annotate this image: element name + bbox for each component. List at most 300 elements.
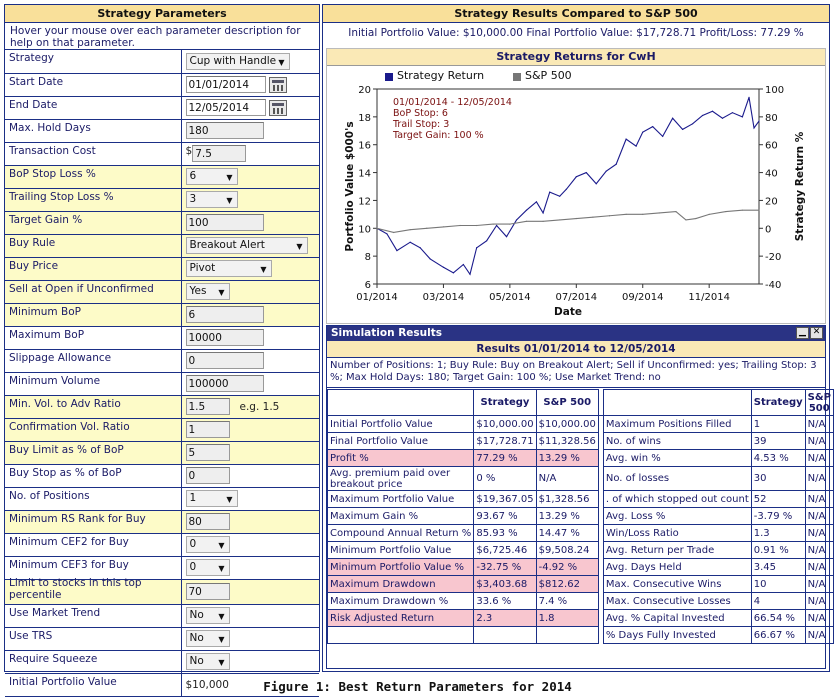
x-tick-label: 01/2014	[356, 292, 398, 303]
trade-metric-strategy-value: 52	[751, 491, 805, 508]
chart-plot	[327, 69, 825, 319]
sp500-point	[642, 214, 643, 215]
strategy-point	[576, 176, 577, 177]
parameter-value-cell	[181, 372, 319, 395]
trade-metric-strategy-value: 4	[751, 593, 805, 610]
metric-strategy-value: 77.29 %	[474, 450, 536, 467]
parameter-label: Target Gain %	[9, 213, 83, 226]
trade-metric-strategy-value: 0.91 %	[751, 542, 805, 559]
parameter-select[interactable]	[186, 653, 230, 670]
metric-sp500-value: -4.92 %	[536, 559, 598, 576]
parameter-row	[5, 533, 319, 556]
parameter-row	[5, 257, 319, 280]
trade-metric-label: Max. Consecutive Losses	[603, 593, 751, 610]
metric-sp500-value: 13.29 %	[536, 450, 598, 467]
sp500-point	[376, 228, 377, 229]
trade-metric-strategy-value: 66.67 %	[751, 627, 805, 644]
sp500-point	[592, 217, 593, 218]
parameter-input[interactable]: 5	[186, 444, 230, 461]
trade-metric-label: Avg. Days Held	[603, 559, 751, 576]
parameter-label-cell	[5, 280, 181, 303]
trade-metric-sp500-value: N/A	[805, 593, 833, 610]
strategy-point	[742, 116, 743, 117]
strategy-point	[635, 146, 636, 147]
parameter-label: Strategy	[9, 52, 54, 65]
sp500-point	[509, 224, 510, 225]
trade-metric-sp500-value: N/A	[805, 508, 833, 525]
header-blank	[328, 390, 474, 416]
select-value: No	[189, 609, 204, 621]
simulation-results-table	[327, 389, 834, 644]
trade-metric-label: Avg. Loss %	[603, 508, 751, 525]
parameter-select[interactable]	[186, 536, 230, 553]
header-sp500-right: S&P 500	[805, 390, 833, 416]
y2-tick-label: 60	[765, 140, 778, 152]
metric-label: Maximum Gain %	[328, 508, 474, 525]
strategy-point	[463, 264, 464, 265]
parameter-row	[5, 165, 319, 188]
parameter-select[interactable]	[186, 630, 230, 647]
trade-metric-label: Avg. % Capital Invested	[603, 610, 751, 627]
parameter-input[interactable]: 0	[186, 352, 264, 369]
x-tick-label: 07/2014	[555, 292, 598, 303]
strategy-point	[476, 247, 477, 248]
parameter-label-cell	[5, 533, 181, 556]
metric-label: Risk Adjusted Return	[328, 610, 474, 627]
metric-strategy-value: $10,000.00	[474, 416, 536, 433]
parameter-row	[5, 349, 319, 372]
parameter-label: Initial Portfolio Value	[9, 675, 117, 688]
header-strategy: Strategy	[474, 390, 536, 416]
metric-strategy-value: $3,403.68	[474, 576, 536, 593]
select-value: 0	[189, 561, 197, 573]
parameter-input[interactable]: 0	[186, 467, 230, 484]
metric-label: Avg. premium paid over breakout price	[328, 467, 474, 491]
x-tick-label: 09/2014	[621, 292, 664, 303]
metric-strategy-value: 0 %	[474, 467, 536, 491]
parameter-value-cell	[181, 280, 319, 303]
trade-metric-strategy-value: 10	[751, 576, 805, 593]
sp500-point	[609, 215, 610, 216]
results-title: Strategy Results Compared to S&P 500	[323, 5, 829, 23]
parameter-row	[5, 487, 319, 510]
parameter-value-cell	[181, 303, 319, 326]
metric-label: Minimum Portfolio Value %	[328, 559, 474, 576]
header-blank-right	[603, 390, 751, 416]
header-sp500: S&P 500	[536, 390, 598, 416]
strategy-point	[702, 115, 703, 116]
strategy-point	[410, 242, 411, 243]
chart-annotation: Target Gain: 100 %	[393, 130, 484, 141]
simulation-description: Number of Positions: 1; Buy Rule: Buy on Breakout Alert; Sell if Unconfirmed: yes; Trailing Stop: 3 %; Max Hold Days: 180; Target Gain: 100 %; Use Market Trend: no	[327, 358, 825, 388]
chevron-down-icon: ▼	[218, 658, 225, 667]
chevron-down-icon: ▼	[226, 495, 233, 504]
metric-sp500-value: N/A	[536, 467, 598, 491]
parameter-label-cell	[5, 576, 181, 604]
parameter-label-cell	[5, 372, 181, 395]
parameter-select[interactable]	[186, 607, 230, 624]
sp500-point	[675, 211, 676, 212]
x-tick-label: 11/2014	[688, 292, 730, 303]
parameter-label-cell	[5, 257, 181, 280]
parameter-value-cell	[181, 326, 319, 349]
sp500-point	[576, 218, 577, 219]
currency-prefix: $	[185, 145, 193, 157]
sp500-point	[685, 219, 686, 220]
parameter-row	[5, 280, 319, 303]
sp500-point	[526, 221, 527, 222]
y2-axis-label: Strategy Return %	[794, 131, 806, 242]
parameter-label: Max. Hold Days	[9, 121, 91, 134]
parameter-select[interactable]	[186, 490, 238, 507]
select-value: Yes	[189, 285, 207, 297]
result-row	[328, 576, 834, 593]
chart-annotation: BoP Stop: 6	[393, 108, 448, 119]
result-row	[328, 525, 834, 542]
parameter-label: Buy Price	[9, 259, 59, 272]
parameter-value-cell	[181, 211, 319, 234]
strategy-point	[753, 127, 754, 128]
parameter-label-cell	[5, 556, 181, 579]
parameter-row	[5, 188, 319, 211]
parameter-input[interactable]: 7.5	[192, 145, 246, 162]
y-tick-label: 12	[358, 196, 371, 208]
select-value: 1	[189, 492, 197, 504]
parameter-value-cell	[181, 510, 319, 533]
parameter-label: Confirmation Vol. Ratio	[9, 420, 130, 433]
metric-sp500-value: $10,000.00	[536, 416, 598, 433]
result-row	[328, 508, 834, 525]
parameter-label-cell	[5, 395, 181, 418]
metric-label: Initial Portfolio Value	[328, 416, 474, 433]
parameter-select[interactable]	[186, 237, 308, 254]
parameter-label-cell	[5, 142, 181, 165]
strategy-point	[453, 272, 454, 273]
metric-label: Maximum Drawdown	[328, 576, 474, 593]
parameter-value-cell	[181, 50, 319, 73]
x-tick-label: 05/2014	[489, 292, 531, 303]
parameter-row	[5, 142, 319, 165]
legend-swatch	[385, 73, 393, 81]
chart-title: Strategy Returns for CwH	[327, 49, 825, 66]
legend-label: Strategy Return	[397, 69, 485, 82]
trade-metric-strategy-value: 1	[751, 416, 805, 433]
y2-tick-label: -40	[765, 280, 782, 291]
metric-strategy-value: 33.6 %	[474, 593, 536, 610]
result-row	[328, 433, 834, 450]
strategy-point	[692, 123, 693, 124]
strategy-point	[420, 247, 421, 248]
strategy-point	[616, 164, 617, 165]
parameter-row	[5, 234, 319, 257]
strategy-point	[758, 120, 759, 121]
strategy-point	[430, 258, 431, 259]
strategy-point	[712, 111, 713, 112]
parameter-input[interactable]: 6	[186, 306, 264, 323]
trade-metric-sp500-value: N/A	[805, 559, 833, 576]
trade-metric-strategy-value: 39	[751, 433, 805, 450]
parameter-label: Require Squeeze	[9, 652, 98, 665]
parameter-value-cell	[181, 96, 319, 119]
metric-label: Final Portfolio Value	[328, 433, 474, 450]
calendar-icon[interactable]	[269, 77, 287, 93]
strategy-point	[722, 118, 723, 119]
strategy-point	[526, 210, 527, 211]
parameter-value-cell	[181, 349, 319, 372]
select-value: Cup with Handle	[189, 54, 277, 67]
parameter-row	[5, 441, 319, 464]
parameter-label-cell	[5, 487, 181, 510]
result-row	[328, 627, 834, 644]
chevron-down-icon: ▼	[296, 242, 303, 251]
result-row	[328, 467, 834, 491]
metric-label: Maximum Portfolio Value	[328, 491, 474, 508]
metric-label: Profit %	[328, 450, 474, 467]
y-tick-label: 20	[358, 85, 371, 96]
parameter-input[interactable]: 180	[186, 122, 264, 139]
parameter-row	[5, 50, 319, 73]
y2-tick-label: 40	[765, 168, 778, 180]
y2-tick-label: 0	[765, 224, 772, 236]
parameter-row	[5, 464, 319, 487]
trade-metric-sp500-value: N/A	[805, 525, 833, 542]
trade-metric-strategy-value: 4.53 %	[751, 450, 805, 467]
trade-metric-sp500-value: N/A	[805, 542, 833, 559]
parameter-label: Trailing Stop Loss %	[9, 190, 114, 203]
strategy-point	[682, 129, 683, 130]
metric-sp500-value: 13.29 %	[536, 508, 598, 525]
parameter-label: Minimum CEF2 for Buy	[9, 535, 129, 548]
sp500-point	[659, 212, 660, 213]
parameter-row	[5, 579, 319, 604]
select-value: Pivot	[189, 262, 216, 274]
parameter-label: Minimum Volume	[9, 374, 101, 387]
sp500-point	[443, 226, 444, 227]
chevron-down-icon: ▼	[278, 57, 285, 67]
calendar-icon[interactable]	[269, 100, 287, 116]
trade-metric-label: No. of losses	[603, 467, 751, 491]
sp500-point	[493, 224, 494, 225]
parameter-input[interactable]: 1	[186, 421, 230, 438]
parameter-label-cell	[5, 96, 181, 119]
metric-sp500-value: $11,328.56	[536, 433, 598, 450]
parameter-value-cell	[181, 579, 319, 604]
strategy-parameters-panel	[4, 4, 320, 691]
strategy-point	[516, 219, 517, 220]
date-input[interactable]: 01/01/2014	[186, 76, 266, 93]
parameter-value-cell	[181, 464, 319, 487]
y-tick-label: 16	[358, 140, 371, 152]
parameter-label-cell	[5, 50, 181, 73]
results-panel	[322, 4, 830, 672]
metric-strategy-value: 85.93 %	[474, 525, 536, 542]
parameter-label: BoP Stop Loss %	[9, 167, 96, 180]
trade-metric-sp500-value: N/A	[805, 450, 833, 467]
empty-cell	[536, 627, 598, 644]
parameter-value-cell	[181, 165, 319, 188]
metric-sp500-value: $1,328.56	[536, 491, 598, 508]
parameter-label-cell	[5, 604, 181, 627]
trade-metric-sp500-value: N/A	[805, 610, 833, 627]
metric-strategy-value: -32.75 %	[474, 559, 536, 576]
date-input[interactable]: 12/05/2014	[186, 99, 266, 116]
empty-cell	[328, 627, 474, 644]
trade-metric-sp500-value: N/A	[805, 467, 833, 491]
parameter-input[interactable]: 100000	[186, 375, 264, 392]
chevron-down-icon: ▼	[260, 265, 267, 274]
parameter-label-cell	[5, 464, 181, 487]
y2-tick-label: 20	[765, 196, 778, 208]
metric-sp500-value: 7.4 %	[536, 593, 598, 610]
strategy-point	[586, 172, 587, 173]
metric-strategy-value: $19,367.05	[474, 491, 536, 508]
strategy-point	[386, 233, 387, 234]
parameter-value-cell	[181, 650, 319, 673]
result-row	[328, 610, 834, 627]
select-value: No	[189, 655, 204, 667]
trade-metric-label: Maximum Positions Filled	[603, 416, 751, 433]
parameter-value-cell	[181, 533, 319, 556]
result-row	[328, 593, 834, 610]
parameter-example: e.g. 1.5	[239, 400, 280, 413]
parameters-intro: Hover your mouse over each parameter description for help on that parameter.	[5, 23, 319, 50]
parameter-select[interactable]	[186, 191, 238, 208]
chevron-down-icon: ▼	[218, 288, 225, 297]
strategy-point	[443, 267, 444, 268]
metric-sp500-value: 14.47 %	[536, 525, 598, 542]
trade-metric-label: Win/Loss Ratio	[603, 525, 751, 542]
result-row	[328, 542, 834, 559]
parameter-label-cell	[5, 627, 181, 650]
y-tick-label: 6	[364, 280, 371, 291]
y-tick-label: 10	[358, 224, 371, 236]
parameter-label: Buy Stop as % of BoP	[9, 466, 122, 479]
parameter-label: Minimum CEF3 for Buy	[9, 558, 129, 571]
sp500-point	[695, 218, 696, 219]
minimize-icon[interactable]: ▁	[796, 327, 809, 339]
parameter-input[interactable]: 80	[186, 513, 230, 530]
strategy-point	[506, 236, 507, 237]
header-strategy-right: Strategy	[751, 390, 805, 416]
parameter-label-cell	[5, 349, 181, 372]
sp500-point	[393, 232, 394, 233]
y-tick-label: 14	[358, 168, 371, 180]
results-summary: Initial Portfolio Value: $10,000.00 Final Portfolio Value: $17,728.71 Profit/Loss: 77.29 %	[348, 27, 804, 39]
chart-annotation: 01/01/2014 - 12/05/2014	[393, 97, 512, 108]
strategy-point	[549, 191, 550, 192]
parameter-label: Use Market Trend	[9, 606, 101, 619]
y2-tick-label: -20	[765, 252, 782, 264]
parameter-label-cell	[5, 650, 181, 673]
chart-annotation: Trail Stop: 3	[393, 119, 450, 130]
chevron-down-icon: ▼	[218, 564, 225, 573]
y-axis-label: Portfolio Value $000's	[344, 121, 356, 252]
parameter-label: Transaction Cost	[9, 144, 96, 157]
trade-metric-label: Avg. Return per Trade	[603, 542, 751, 559]
parameter-value-cell	[181, 188, 319, 211]
sp500-point	[758, 210, 759, 211]
parameter-label-cell	[5, 418, 181, 441]
select-value: 6	[189, 170, 197, 182]
y2-tick-label: 80	[765, 112, 778, 124]
parameter-row	[5, 510, 319, 533]
legend-swatch	[513, 73, 521, 81]
sp500-point	[626, 214, 627, 215]
parameter-select[interactable]	[186, 53, 290, 70]
sp500-point	[426, 228, 427, 229]
simulation-window-title-text: Simulation Results	[331, 327, 443, 339]
trade-metric-sp500-value: N/A	[805, 491, 833, 508]
parameter-select[interactable]	[186, 168, 238, 185]
close-icon[interactable]: ✕	[810, 327, 823, 339]
parameter-row	[5, 418, 319, 441]
y2-tick-label: 100	[765, 85, 785, 96]
x-tick-label: 03/2014	[422, 292, 465, 303]
figure-caption: Figure 1: Best Return Parameters for 2014	[263, 679, 572, 694]
parameter-row	[5, 73, 319, 96]
metric-label: Compound Annual Return %	[328, 525, 474, 542]
parameter-label: Maximum BoP	[9, 328, 85, 341]
strategy-point	[496, 225, 497, 226]
trade-metric-label: No. of wins	[603, 433, 751, 450]
parameter-input[interactable]: 1.5	[186, 398, 230, 415]
parameter-row	[5, 96, 319, 119]
y-tick-label: 18	[358, 112, 371, 124]
parameter-row	[5, 119, 319, 142]
parameter-select[interactable]	[186, 559, 230, 576]
trade-metric-label: % Days Fully Invested	[603, 627, 751, 644]
select-value: 3	[189, 193, 197, 205]
parameter-select[interactable]	[186, 283, 230, 300]
strategy-point	[642, 132, 643, 133]
metric-strategy-value: $17,728.71	[474, 433, 536, 450]
parameter-value-cell	[181, 418, 319, 441]
parameter-row	[5, 604, 319, 627]
sp500-point	[709, 214, 710, 215]
sp500-point	[542, 221, 543, 222]
trade-metric-label: Avg. win %	[603, 450, 751, 467]
metric-sp500-value: $812.62	[536, 576, 598, 593]
parameter-select[interactable]	[186, 260, 272, 277]
parameter-value-cell	[181, 73, 319, 96]
trade-metric-strategy-value: 66.54 %	[751, 610, 805, 627]
parameter-row	[5, 372, 319, 395]
parameter-label-cell	[5, 234, 181, 257]
metric-label: Maximum Drawdown %	[328, 593, 474, 610]
parameter-label: Use TRS	[9, 629, 53, 642]
parameters-table	[5, 50, 319, 697]
parameter-input[interactable]: 70	[186, 583, 230, 600]
parameter-label-cell	[5, 73, 181, 96]
trade-metric-sp500-value: N/A	[805, 627, 833, 644]
parameter-value-cell	[181, 395, 319, 418]
chevron-down-icon: ▼	[218, 612, 225, 621]
strategy-point	[652, 126, 653, 127]
parameter-input[interactable]: 10000	[186, 329, 264, 346]
parameter-label: End Date	[9, 98, 58, 111]
parameter-row	[5, 395, 319, 418]
simulation-results-window	[326, 325, 831, 669]
parameter-value-cell	[181, 604, 319, 627]
sp500-point	[476, 225, 477, 226]
sp500-point	[410, 229, 411, 230]
x-axis-label: Date	[554, 306, 582, 318]
legend-label: S&P 500	[525, 69, 572, 82]
parameter-input[interactable]: 100	[186, 214, 264, 231]
parameter-label: Minimum BoP	[9, 305, 81, 318]
parameter-label: Buy Rule	[9, 236, 56, 249]
parameter-value-cell	[181, 487, 319, 510]
